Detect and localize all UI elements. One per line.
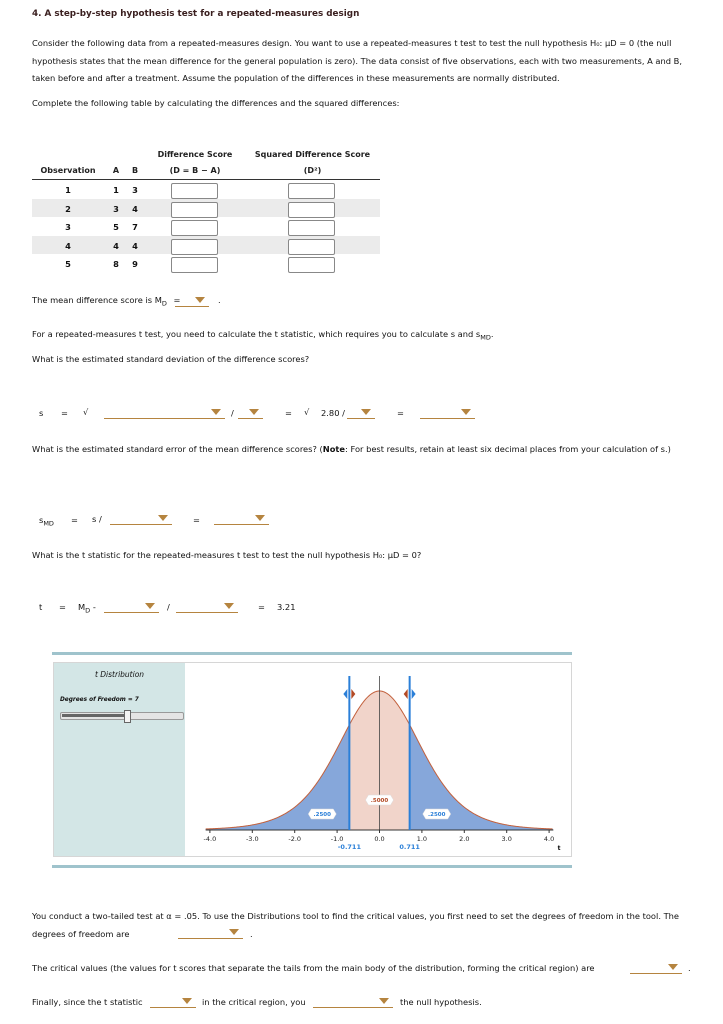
se-question-text: What is the estimated standard error of the mean difference scores? ( [32, 444, 323, 454]
b-cell: 7 [132, 222, 138, 232]
sqrt-symbol: √ [304, 407, 310, 417]
tool-title: t Distribution [94, 670, 145, 679]
se-question-rest: : For best results, retain at least six decimal places from your calculation of s.) [345, 444, 671, 454]
axis-label: t [557, 845, 561, 852]
period: . [250, 929, 253, 939]
intro-paragraph: Consider the following data from a repeated-measures design. You want to use a repeated-measures t test to test the null hypothesis H₀: μD = 0 (the null hypothesis states that the mean difference for the general population is zero). The data consist of five observations, each with two measurements, A and B, taken before and after a treatment. Assume the population of the differences in these measurements are normally distributed. [32, 38, 683, 83]
t-denominator-dropdown[interactable] [176, 600, 238, 613]
a-cell: 4 [113, 240, 119, 251]
header-rule [32, 179, 380, 180]
mu-dropdown[interactable] [104, 600, 159, 613]
mean-sub: D [161, 299, 167, 308]
sum-squares-dropdown[interactable] [104, 406, 225, 419]
md: M [78, 602, 86, 612]
minus: - [92, 602, 96, 612]
equals: = [61, 408, 68, 418]
s-symbol: s [39, 408, 44, 418]
equals: = [71, 515, 78, 525]
equals: = [193, 515, 200, 525]
final-text-2: in the critical region, you [202, 997, 306, 1007]
a-cell: 8 [113, 259, 119, 269]
left-area-label: .2500 [313, 812, 331, 818]
header-b: B [131, 166, 139, 175]
difference-input[interactable] [171, 202, 218, 218]
table-instruction: Complete the following table by calculating the differences and the squared differences: [32, 98, 400, 108]
header-sq-1: Squared Difference Score [254, 150, 371, 159]
tool-top-rule [52, 652, 572, 655]
b-cell: 9 [132, 259, 138, 269]
sd-question: What is the estimated standard deviation of the difference scores? [32, 354, 310, 364]
need-text-main: For a repeated-measures t test, you need to calculate the t statistic, which requires you to calculate s and s [32, 329, 481, 339]
critical-values-dropdown[interactable] [630, 961, 682, 974]
t-symbol: t [39, 602, 43, 612]
question-title: 4. A step-by-step hypothesis test for a repeated-measures design [32, 9, 360, 19]
tick-label: 2.0 [459, 835, 470, 843]
md-sub: D [85, 606, 91, 615]
squared-difference-input[interactable] [288, 220, 335, 236]
squared-difference-input[interactable] [288, 239, 335, 255]
right-area-label: .2500 [428, 812, 446, 818]
period: . [218, 295, 221, 305]
a-cell: 1 [113, 185, 119, 195]
difference-input[interactable] [171, 220, 218, 236]
tick-label: -4.0 [203, 835, 217, 843]
left-cut-handle-right-icon[interactable] [351, 689, 355, 699]
b-cell: 4 [132, 240, 138, 251]
b-cell: 4 [132, 203, 138, 214]
header-a: A [112, 166, 120, 175]
df-text: You conduct a two-tailed test at α = .05. To use the Distributions tool to find the critical values, you first need to set the degrees of freedom in the tool. The degrees of freedom are [32, 911, 680, 939]
smd-symbol [39, 515, 54, 528]
tool-bottom-rule [52, 865, 572, 868]
difference-input[interactable] [171, 257, 218, 273]
squared-difference-input[interactable] [288, 183, 335, 199]
df-slider[interactable] [60, 712, 184, 720]
period: . [688, 963, 691, 973]
right-cut-handle-left-icon[interactable] [404, 689, 408, 699]
header-sq-2: (D²) [303, 166, 322, 175]
equals: = [285, 408, 292, 418]
s-slash: s / [92, 514, 102, 524]
equals: = [397, 408, 404, 418]
squared-difference-input[interactable] [288, 257, 335, 273]
right-cut-handle-right-icon[interactable] [412, 689, 416, 699]
observation-cell: 1 [65, 185, 71, 195]
smd-denominator-dropdown[interactable] [110, 512, 172, 525]
equals: = [173, 295, 181, 305]
observation-cell: 2 [65, 203, 71, 214]
tick-label: -1.0 [330, 835, 344, 843]
t-question: What is the t statistic for the repeated-measures t test to test the null hypothesis H₀: μD = 0? [32, 550, 422, 560]
left-cut-handle-left-icon[interactable] [343, 689, 347, 699]
df-label: Degrees of Freedom = 7 [60, 697, 139, 703]
observation-cell: 4 [65, 240, 71, 251]
tick-label: 4.0 [543, 835, 555, 843]
smd-result-dropdown[interactable] [214, 512, 269, 525]
slash: / [167, 602, 170, 612]
mean-difference-dropdown[interactable] [175, 294, 209, 307]
critical-text: The critical values (the values for t scores that separate the tails from the main body of the distribution, forming the critical region) are [32, 963, 595, 973]
final-text-3: the null hypothesis. [400, 997, 482, 1007]
tool-control-panel [54, 663, 185, 856]
header-diff-2: (D = B − A) [169, 166, 221, 175]
tick-label: -3.0 [245, 835, 259, 843]
equals: = [59, 602, 66, 612]
b-cell: 3 [132, 185, 138, 195]
distribution-tool [53, 662, 572, 857]
slash: / [231, 408, 234, 418]
sqrt-symbol: √ [83, 407, 89, 417]
header-diff-1: Difference Score [157, 150, 233, 159]
difference-input[interactable] [171, 183, 218, 199]
df-dropdown[interactable] [178, 926, 243, 939]
need-sub: MD [480, 333, 491, 342]
left-cut-label: -0.711 [337, 843, 361, 851]
difference-input[interactable] [171, 239, 218, 255]
squared-difference-input[interactable] [288, 202, 335, 218]
variance-denominator-dropdown[interactable] [347, 406, 375, 419]
smd-s: s [39, 515, 44, 525]
s-result-dropdown[interactable] [420, 406, 475, 419]
md-minus [78, 602, 96, 615]
df-slider-fill [62, 714, 127, 717]
tick-label: 3.0 [501, 835, 512, 843]
t-distribution-chart [185, 663, 571, 856]
t-value: 3.21 [277, 602, 296, 612]
final-text-1: Finally, since the t statistic [32, 997, 143, 1007]
equals: = [258, 602, 265, 612]
header-observation: Observation [40, 166, 96, 175]
tick-label: -2.0 [288, 835, 302, 843]
need-text: For a repeated-measures t test, you need to calculate the t statistic, which requires you to calculate s and $s_{MD}$. [32, 329, 494, 342]
observation-cell: 5 [65, 259, 71, 269]
right-cut-label: 0.711 [399, 843, 420, 851]
smd-sub: MD [43, 519, 54, 528]
is-in-dropdown[interactable] [150, 995, 196, 1008]
se-question [32, 441, 697, 459]
tick-label: 1.0 [416, 835, 428, 843]
mean-text: The mean difference score is M [32, 295, 162, 305]
df-slider-thumb[interactable] [124, 710, 131, 723]
observation-cell: 3 [65, 222, 71, 232]
se-note: Note [322, 444, 346, 454]
center-area-label: .5000 [370, 798, 389, 804]
s-denominator-dropdown[interactable] [238, 406, 263, 419]
a-cell: 5 [113, 222, 119, 232]
decision-dropdown[interactable] [313, 995, 393, 1008]
ss-value: 2.80 / [321, 408, 345, 418]
tick-label: 0.0 [374, 835, 385, 843]
a-cell: 3 [113, 203, 119, 214]
mean-line [32, 295, 181, 308]
